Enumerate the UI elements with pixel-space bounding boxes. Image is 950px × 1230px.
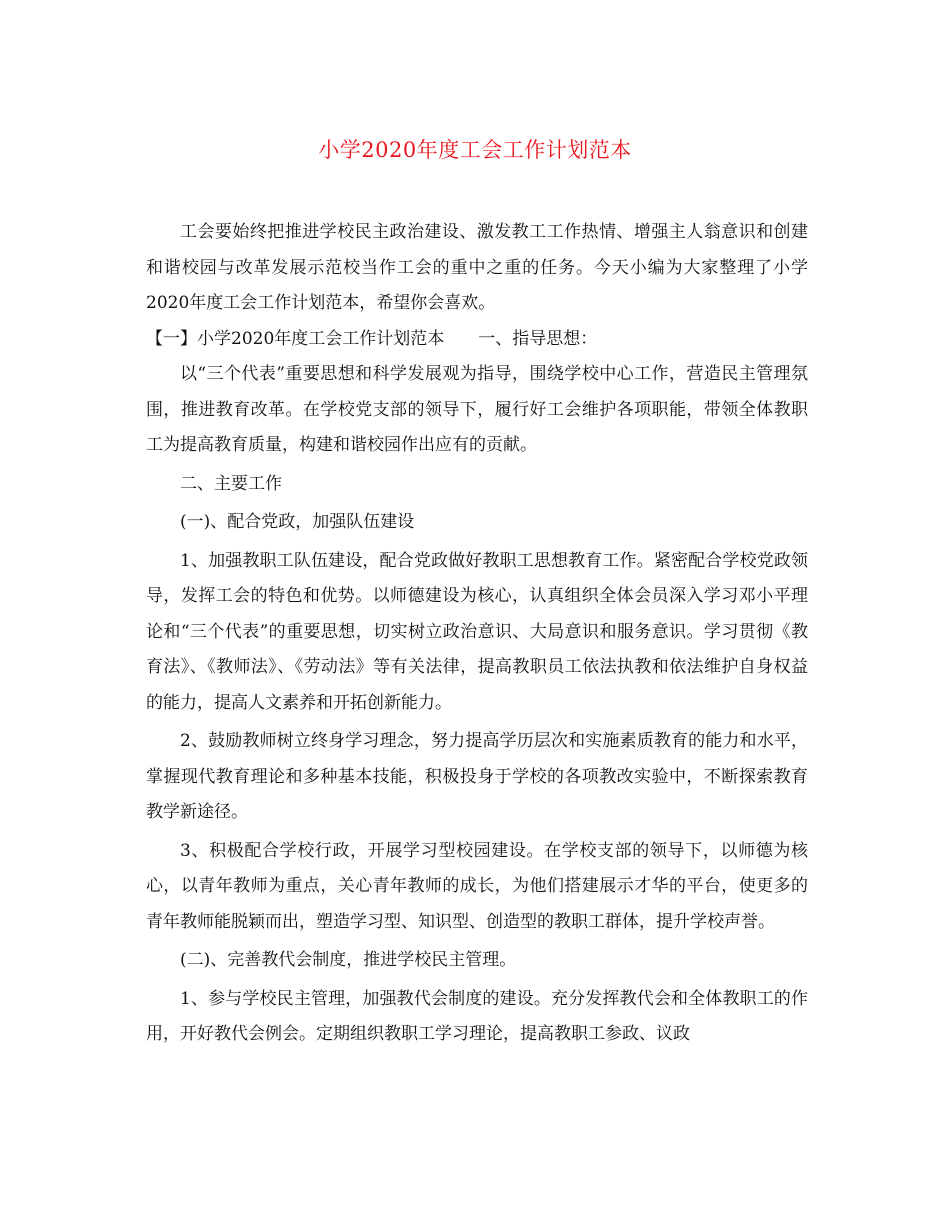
section-heading-one: 【一】小学2020年度工会工作计划范本 一、指导思想： bbox=[146, 328, 598, 349]
document-body bbox=[146, 215, 808, 1053]
intro-paragraph: 工会要始终把推进学校民主政治建设、激发教工工作热情、增强主人翁意识和创建和谐校园与改革发展示范校当作工会的重中之重的任务。今天小编为大家整理了小学2020年度工会工作计划范本，希望你会喜欢。 bbox=[146, 222, 808, 313]
work-item-paragraph: 3、积极配合学校行政，开展学习型校园建设。在学校支部的领导下，以师德为核心，以青年教师为重点，关心青年教师的成长，为他们搭建展示才华的平台，使更多的青年教师能脱颖而出，塑造学习型、知识型、创造型的教职工群体，提升学校声誉。 bbox=[146, 840, 808, 932]
subsection-heading-1: (一)、配合党政，加强队伍建设 bbox=[180, 512, 415, 532]
work-item-paragraph: 1、参与学校民主管理，加强教代会制度的建设。充分发挥教代会和全体教职工的作用，开好教代会例会。定期组织教职工学习理论，提高教职工参政、议政 bbox=[146, 988, 808, 1044]
work-item-paragraph: 2、鼓励教师树立终身学习理念，努力提高学历层次和实施素质教育的能力和水平，掌握现代教育理论和多种基本技能，积极投身于学校的各项教改实验中，不断探索教育教学新途径。 bbox=[146, 731, 808, 822]
document-title: 小学2020年度工会工作计划范本 bbox=[318, 138, 632, 162]
subsection-heading-2: (二)、完善教代会制度，推进学校民主管理。 bbox=[180, 950, 517, 970]
main-work-heading: 二、主要工作 bbox=[180, 473, 282, 494]
work-item-paragraph: 1、加强教职工队伍建设，配合党政做好教职工思想教育工作。紧密配合学校党政领导，发挥工会的特色和优势。以师德建设为核心，认真组织全体会员深入学习邓小平理论和“三个代表”的重要思想，切实树立政治意识、大局意识和服务意识。学习贯彻《教育法》、《教师法》、《劳动法》等有关法律，提高教职员工依法执教和依法维护自身权益的能力，提高人文素养和开拓创新能力。 bbox=[146, 550, 808, 713]
guiding-thought-paragraph: 以“三个代表”重要思想和科学发展观为指导，围绕学校中心工作，营造民主管理氛围，推进教育改革。在学校党支部的领导下，履行好工会维护各项职能，带领全体教职工为提高教育质量，构建和谐校园作出应有的贡献。 bbox=[146, 364, 808, 455]
